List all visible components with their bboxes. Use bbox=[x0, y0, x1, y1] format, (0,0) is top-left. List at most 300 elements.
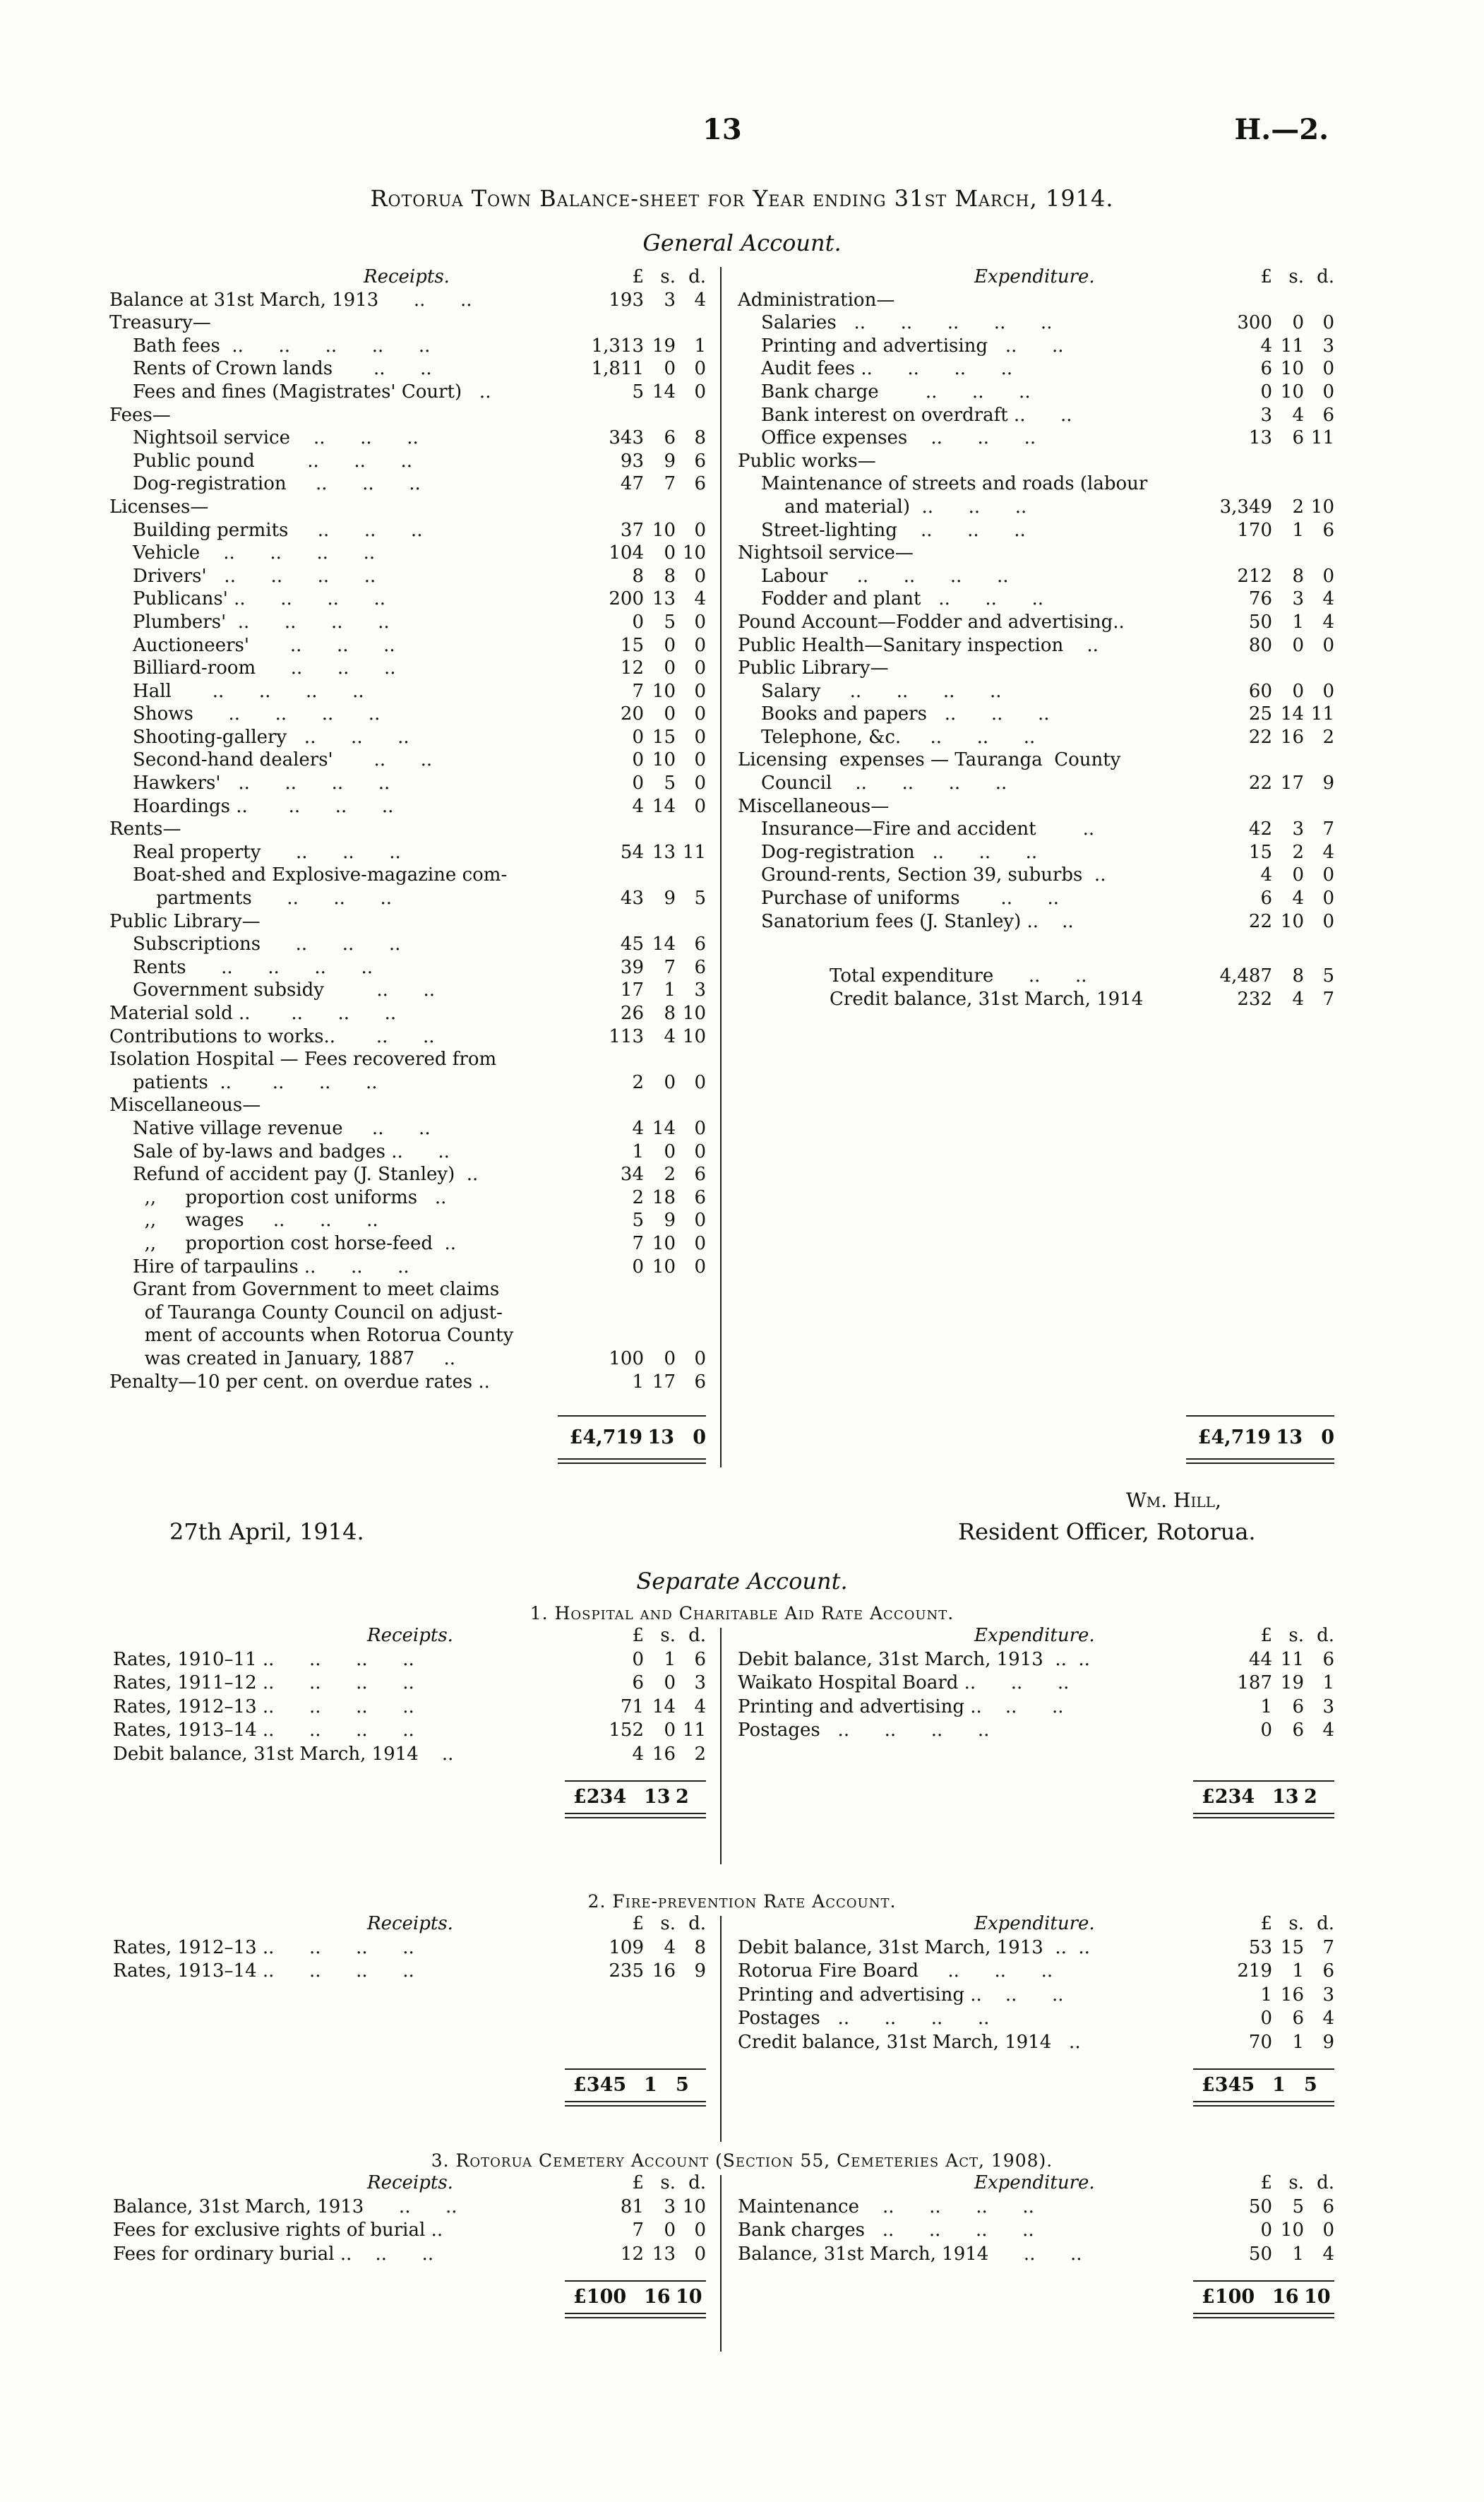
pence-value: 0 bbox=[1322, 381, 1334, 403]
line-label: Hawkers' .. .. .. .. bbox=[109, 773, 390, 794]
pounds-value: 71 bbox=[620, 1696, 644, 1717]
line-amount bbox=[587, 1696, 706, 1720]
receipts-header: Receipts. bbox=[367, 1625, 453, 1646]
receipt-row bbox=[109, 933, 706, 956]
pounds-value: 4 bbox=[1260, 335, 1272, 357]
shillings-value: 3 bbox=[664, 289, 676, 311]
shillings-value: 0 bbox=[664, 1720, 676, 1741]
shillings-value: 16 bbox=[1280, 726, 1304, 748]
line-amount bbox=[587, 634, 706, 657]
pence-value: 3 bbox=[1322, 1984, 1334, 2006]
receipt-row bbox=[109, 657, 706, 680]
pence-value: 6 bbox=[1322, 519, 1334, 541]
total-double-rule bbox=[565, 2101, 706, 2107]
shillings-header: s. bbox=[660, 1913, 676, 1934]
line-amount bbox=[1216, 818, 1334, 841]
line-amount bbox=[1216, 887, 1334, 910]
receipt-row bbox=[109, 634, 706, 657]
shillings-value: 10 bbox=[652, 1232, 676, 1254]
pounds-value: 45 bbox=[620, 934, 644, 955]
line-label: Public Library— bbox=[109, 910, 261, 932]
pounds-value: 152 bbox=[609, 1720, 644, 1741]
shillings-header: s. bbox=[1288, 1625, 1304, 1646]
expenditure-row bbox=[738, 542, 1334, 565]
line-amount bbox=[587, 749, 706, 772]
pence-value: 4 bbox=[694, 289, 706, 311]
pounds-value: 12 bbox=[620, 657, 644, 679]
shillings-value: 2 bbox=[1292, 841, 1304, 863]
line-label: Native village revenue .. .. bbox=[109, 1117, 431, 1139]
line-label: Bath fees .. .. .. .. .. bbox=[109, 335, 431, 357]
shillings-value: 14 bbox=[652, 381, 676, 403]
pence-value: 0 bbox=[694, 1140, 706, 1162]
line-label: Printing and advertising .. .. .. bbox=[738, 1984, 1064, 2006]
line-label: Debit balance, 31st March, 1913 .. .. bbox=[738, 1648, 1090, 1670]
pence-value: 0 bbox=[694, 749, 706, 771]
pounds-value: 47 bbox=[620, 473, 644, 495]
line-amount bbox=[587, 795, 706, 818]
receipt-row bbox=[109, 1301, 706, 1325]
receipt-row bbox=[113, 2196, 706, 2220]
total-double-rule bbox=[1193, 2313, 1334, 2318]
line-label: Sanatorium fees (J. Stanley) .. .. bbox=[738, 910, 1074, 932]
line-amount bbox=[1216, 588, 1334, 611]
spacer bbox=[738, 1743, 1334, 1781]
cemetery-expenditure bbox=[738, 2172, 1334, 2318]
line-label: Bank charge .. .. .. bbox=[738, 381, 1031, 403]
line-label: ,, proportion cost uniforms .. bbox=[109, 1186, 447, 1208]
shillings-value: 0 bbox=[1292, 864, 1304, 886]
line-amount bbox=[587, 1371, 706, 1394]
line-amount bbox=[587, 1117, 706, 1140]
total-double-rule bbox=[1193, 1813, 1334, 1818]
expenditure-row bbox=[738, 818, 1334, 841]
pence-value: 3 bbox=[694, 979, 706, 1001]
shillings-header: s. bbox=[1288, 2172, 1304, 2193]
pence-value: 2 bbox=[694, 1743, 706, 1765]
pence-value: 4 bbox=[694, 588, 706, 610]
line-label: patients .. .. .. .. bbox=[109, 1071, 378, 1093]
line-amount bbox=[587, 657, 706, 680]
line-amount bbox=[587, 472, 706, 496]
shillings-value: 6 bbox=[1292, 1696, 1304, 1717]
line-label: Auctioneers' .. .. .. bbox=[109, 634, 395, 656]
pence-value: 0 bbox=[1322, 864, 1334, 886]
pounds-value: 0 bbox=[632, 726, 644, 748]
pence-value: 0 bbox=[694, 1117, 706, 1139]
line-label: Maintenance of streets and roads (labour bbox=[738, 473, 1148, 495]
line-amount bbox=[587, 933, 706, 956]
line-amount bbox=[587, 542, 706, 565]
receipt-row bbox=[113, 1672, 706, 1696]
pounds-value: 50 bbox=[1248, 2196, 1272, 2217]
expenditure-header: Expenditure. bbox=[974, 1913, 1095, 1934]
line-label: Licenses— bbox=[109, 496, 209, 518]
pounds-value: 113 bbox=[609, 1025, 644, 1047]
line-label: Public Library— bbox=[738, 657, 889, 679]
line-label: Public pound .. .. .. bbox=[109, 450, 412, 472]
line-amount bbox=[587, 1071, 706, 1095]
line-label: Treasury— bbox=[109, 312, 211, 334]
shillings-value: 15 bbox=[1280, 1936, 1304, 1958]
pounds-value: 1,313 bbox=[591, 335, 644, 357]
report-reference: H.—2. bbox=[1234, 113, 1329, 146]
receipts-header-row bbox=[113, 1912, 706, 1936]
pence-value: 3 bbox=[694, 1672, 706, 1693]
receipt-row bbox=[109, 1278, 706, 1301]
pence-total: 10 bbox=[676, 2286, 702, 2308]
receipt-row bbox=[109, 1025, 706, 1049]
pounds-value: 0 bbox=[632, 773, 644, 794]
general-account-heading: General Account. bbox=[642, 230, 842, 256]
pence-value: 0 bbox=[694, 1210, 706, 1232]
spacer bbox=[113, 1766, 706, 1780]
line-label: Council .. .. .. .. bbox=[738, 773, 1007, 794]
page-number: 13 bbox=[702, 113, 742, 146]
pence-value: 0 bbox=[1322, 565, 1334, 587]
pounds-value: 4 bbox=[632, 1117, 644, 1139]
line-amount bbox=[1216, 496, 1334, 519]
pounds-value: 15 bbox=[1248, 841, 1272, 863]
pounds-value: 0 bbox=[1260, 2220, 1272, 2241]
line-amount bbox=[1216, 965, 1334, 988]
pounds-header: £ bbox=[1260, 1913, 1272, 1934]
receipt-row bbox=[109, 357, 706, 381]
pence-value: 0 bbox=[1322, 680, 1334, 702]
line-amount bbox=[1216, 519, 1334, 542]
pounds-header: £ bbox=[1260, 2172, 1272, 2193]
fire-expenditure bbox=[738, 1912, 1334, 2107]
line-label: partments .. .. .. bbox=[109, 888, 393, 910]
pence-value: 11 bbox=[1310, 427, 1334, 449]
shillings-value: 9 bbox=[664, 1210, 676, 1232]
shillings-value: 0 bbox=[664, 703, 676, 725]
receipt-row bbox=[109, 1256, 706, 1279]
pence-value: 4 bbox=[1322, 2008, 1334, 2029]
pounds-value: 43 bbox=[620, 888, 644, 910]
receipt-row bbox=[109, 795, 706, 818]
pounds-value: 0 bbox=[632, 1648, 644, 1670]
pounds-value: 50 bbox=[1248, 2243, 1272, 2265]
shillings-value: 8 bbox=[664, 1003, 676, 1024]
receipts-total bbox=[113, 2282, 706, 2313]
shillings-value: 4 bbox=[664, 1936, 676, 1958]
receipt-row bbox=[109, 956, 706, 979]
line-label: Bank charges .. .. .. .. bbox=[738, 2220, 1034, 2241]
line-amount bbox=[1216, 841, 1334, 864]
pounds-value: 8 bbox=[632, 565, 644, 587]
shillings-value: 13 bbox=[652, 2243, 676, 2265]
line-amount bbox=[587, 357, 706, 381]
shillings-value: 17 bbox=[1280, 773, 1304, 794]
line-label: Bank interest on overdraft .. .. bbox=[738, 404, 1072, 426]
receipt-row bbox=[109, 1324, 706, 1347]
pounds-value: 4,487 bbox=[1219, 965, 1272, 987]
line-label: Balance at 31st March, 1913 .. .. bbox=[109, 289, 472, 311]
line-label: Subscriptions .. .. .. bbox=[109, 934, 401, 955]
pounds-value: 76 bbox=[1248, 588, 1272, 610]
shillings-value: 4 bbox=[1292, 404, 1304, 426]
line-amount bbox=[587, 2196, 706, 2220]
line-label: Printing and advertising .. .. .. bbox=[738, 1696, 1064, 1717]
line-label: Rents of Crown lands .. .. bbox=[109, 358, 432, 380]
line-amount bbox=[1216, 611, 1334, 634]
expenditure-header: Expenditure. bbox=[974, 2172, 1095, 2193]
pounds-header: £ bbox=[1260, 266, 1272, 287]
line-label: Billiard-room .. .. .. bbox=[109, 657, 396, 679]
shillings-header: s. bbox=[660, 266, 676, 287]
line-label: Nightsoil service— bbox=[738, 542, 914, 564]
signatory-title: Resident Officer, Rotorua. bbox=[958, 1518, 1256, 1545]
line-label: Isolation Hospital — Fees recovered from bbox=[109, 1049, 497, 1071]
line-label: Dog-registration .. .. .. bbox=[738, 841, 1038, 863]
pounds-value: 187 bbox=[1237, 1672, 1272, 1693]
shillings-value: 9 bbox=[664, 450, 676, 472]
expenditure-row bbox=[738, 910, 1334, 934]
pounds-value: 0 bbox=[1260, 381, 1272, 403]
report-date: 27th April, 1914. bbox=[169, 1518, 364, 1545]
line-label: Nightsoil service .. .. .. bbox=[109, 427, 419, 449]
line-label: Telephone, &c. .. .. .. bbox=[738, 726, 1036, 748]
pence-value: 8 bbox=[694, 1936, 706, 1958]
pounds-value: 0 bbox=[1260, 1720, 1272, 1741]
line-amount bbox=[587, 1186, 706, 1210]
expenditure-row bbox=[738, 335, 1334, 358]
shillings-value: 8 bbox=[1292, 965, 1304, 987]
pence-value: 2 bbox=[1322, 726, 1334, 748]
expenditure-row bbox=[738, 2031, 1334, 2055]
pounds-value: 15 bbox=[620, 634, 644, 656]
shillings-value: 6 bbox=[1292, 2008, 1304, 2029]
pounds-total: £234 bbox=[573, 1786, 627, 1808]
line-amount bbox=[587, 611, 706, 634]
line-amount bbox=[1216, 427, 1334, 450]
shillings-value: 0 bbox=[664, 1071, 676, 1093]
receipts-total bbox=[113, 1782, 706, 1813]
pounds-value: 93 bbox=[620, 450, 644, 472]
line-label: Total expenditure .. .. bbox=[830, 965, 1087, 987]
receipt-row bbox=[113, 1648, 706, 1672]
expenditure-row bbox=[738, 657, 1334, 680]
pence-value: 0 bbox=[694, 657, 706, 679]
pence-value: 10 bbox=[682, 1025, 706, 1047]
pence-value: 11 bbox=[1310, 703, 1334, 725]
line-label: Insurance—Fire and accident .. bbox=[738, 818, 1095, 840]
line-amount bbox=[587, 1025, 706, 1049]
receipt-row bbox=[109, 726, 706, 749]
shillings-value: 13 bbox=[652, 588, 676, 610]
receipts-header: Receipts. bbox=[367, 1913, 453, 1934]
expenditure-header: Expenditure. bbox=[974, 266, 1095, 287]
shillings-value: 17 bbox=[652, 1371, 676, 1393]
shillings-value: 6 bbox=[1292, 427, 1304, 449]
line-label: Office expenses .. .. .. bbox=[738, 427, 1036, 449]
shillings-value: 3 bbox=[1292, 818, 1304, 840]
line-label: Debit balance, 31st March, 1914 .. bbox=[113, 1743, 454, 1765]
receipt-row bbox=[109, 427, 706, 450]
pounds-value: 1,811 bbox=[591, 358, 644, 380]
pence-value: 3 bbox=[1322, 1696, 1334, 1717]
line-label: ,, wages .. .. .. bbox=[109, 1210, 378, 1232]
expenditure-header-row bbox=[738, 1624, 1334, 1648]
shillings-value: 19 bbox=[1280, 1672, 1304, 1693]
line-label: Waikato Hospital Board .. .. .. bbox=[738, 1672, 1070, 1693]
pence-value: 0 bbox=[694, 519, 706, 541]
pounds-value: 26 bbox=[620, 1003, 644, 1024]
pounds-value: 1 bbox=[1260, 1984, 1272, 2006]
hospital-receipts bbox=[113, 1624, 706, 1818]
receipt-row bbox=[109, 1371, 706, 1394]
line-label: Rates, 1912–13 .. .. .. .. bbox=[113, 1696, 414, 1717]
pounds-value: 37 bbox=[620, 519, 644, 541]
line-amount bbox=[1216, 311, 1334, 335]
pence-value: 5 bbox=[694, 888, 706, 910]
line-amount bbox=[1216, 2007, 1334, 2031]
pence-value: 3 bbox=[1322, 335, 1334, 357]
shillings-value: 5 bbox=[664, 773, 676, 794]
line-label: Rates, 1913–14 .. .. .. .. bbox=[113, 1720, 414, 1741]
shillings-value: 2 bbox=[664, 1164, 676, 1186]
pence-value: 0 bbox=[1322, 888, 1334, 910]
shillings-value: 10 bbox=[652, 519, 676, 541]
line-amount bbox=[1216, 1648, 1334, 1672]
pounds-value: 53 bbox=[1248, 1936, 1272, 1958]
expenditure-row bbox=[738, 450, 1334, 473]
expenditure-summary-row bbox=[738, 965, 1334, 988]
pence-value: 7 bbox=[1322, 818, 1334, 840]
expenditure-row bbox=[738, 703, 1334, 726]
expenditure-row bbox=[738, 634, 1334, 657]
expenditure-row bbox=[738, 1672, 1334, 1696]
pounds-value: 42 bbox=[1248, 818, 1272, 840]
shillings-header: s. bbox=[1288, 266, 1304, 287]
shillings-value: 11 bbox=[1280, 1648, 1304, 1670]
expenditure-header-row bbox=[738, 266, 1334, 289]
pence-value: 6 bbox=[694, 473, 706, 495]
line-label: Rates, 1910–11 .. .. .. .. bbox=[113, 1648, 414, 1670]
pence-total: 2 bbox=[1304, 1786, 1317, 1808]
shillings-value: 5 bbox=[664, 611, 676, 633]
expenditure-row bbox=[738, 519, 1334, 542]
shillings-total: 16 bbox=[1272, 2286, 1299, 2308]
expenditure-row bbox=[738, 2007, 1334, 2031]
receipts-header-row bbox=[113, 2172, 706, 2196]
receipt-row bbox=[109, 680, 706, 703]
shillings-value: 3 bbox=[664, 2196, 676, 2217]
receipts-header: Receipts. bbox=[364, 266, 450, 287]
receipts-header-row bbox=[109, 266, 706, 289]
line-amount bbox=[587, 1163, 706, 1186]
line-label: Vehicle .. .. .. .. bbox=[109, 542, 376, 564]
shillings-value: 1 bbox=[664, 1648, 676, 1670]
shillings-value: 0 bbox=[664, 657, 676, 679]
pounds-value: 232 bbox=[1237, 988, 1272, 1010]
pounds-value: 70 bbox=[1248, 2031, 1272, 2053]
expenditure-row bbox=[738, 864, 1334, 887]
pounds-value: 1 bbox=[1260, 1696, 1272, 1717]
pounds-value: 3,349 bbox=[1219, 496, 1272, 518]
pence-value: 0 bbox=[694, 1256, 706, 1277]
pounds-value: 2 bbox=[632, 1071, 644, 1093]
shillings-value: 1 bbox=[1292, 2031, 1304, 2053]
fire-receipts bbox=[113, 1912, 706, 2107]
pounds-total: £100 bbox=[1202, 2286, 1255, 2308]
fire-account-title: 2. Fire-prevention Rate Account. bbox=[587, 1891, 897, 1912]
line-label: Labour .. .. .. .. bbox=[738, 565, 1009, 587]
line-amount bbox=[1216, 988, 1334, 1011]
expenditure-total bbox=[738, 1782, 1334, 1813]
line-amount bbox=[1216, 726, 1334, 749]
pounds-value: 34 bbox=[620, 1164, 644, 1186]
receipt-row bbox=[109, 1117, 706, 1140]
shillings-value: 8 bbox=[664, 565, 676, 587]
pounds-value: 12 bbox=[620, 2243, 644, 2265]
expenditure-row bbox=[738, 2243, 1334, 2267]
pence-total: 2 bbox=[676, 1786, 689, 1808]
shillings-value: 14 bbox=[652, 1117, 676, 1139]
pounds-value: 6 bbox=[1260, 888, 1272, 910]
line-label: Fees and fines (Magistrates' Court) .. bbox=[109, 381, 491, 403]
pence-value: 6 bbox=[694, 1186, 706, 1208]
pence-header: d. bbox=[1317, 266, 1334, 287]
pounds-total: £345 bbox=[573, 2074, 627, 2096]
receipt-row bbox=[109, 335, 706, 358]
shillings-value: 11 bbox=[1280, 335, 1304, 357]
line-label: Shooting-gallery .. .. .. bbox=[109, 726, 409, 748]
expenditure-row bbox=[738, 588, 1334, 611]
signatory-name: Wm. Hill, bbox=[1126, 1489, 1221, 1512]
pounds-value: 104 bbox=[609, 542, 644, 564]
pence-value: 4 bbox=[694, 1696, 706, 1717]
receipt-row bbox=[109, 979, 706, 1002]
shillings-value: 14 bbox=[652, 795, 676, 817]
line-label: Second-hand dealers' .. .. bbox=[109, 749, 433, 771]
pounds-value: 0 bbox=[1260, 2008, 1272, 2029]
shillings-header: s. bbox=[660, 2172, 676, 2193]
expenditure-total bbox=[738, 2070, 1334, 2101]
line-amount bbox=[1216, 1719, 1334, 1743]
line-amount bbox=[587, 2243, 706, 2267]
line-label: Rotorua Fire Board .. .. .. bbox=[738, 1960, 1053, 1982]
line-amount bbox=[587, 1140, 706, 1164]
pounds-value: 170 bbox=[1237, 519, 1272, 541]
pounds-value: 193 bbox=[609, 289, 644, 311]
shillings-header: s. bbox=[660, 1625, 676, 1646]
shillings-value: 3 bbox=[1292, 588, 1304, 610]
line-amount bbox=[1216, 703, 1334, 726]
line-label: and material) .. .. .. bbox=[738, 496, 1027, 518]
line-amount bbox=[587, 1347, 706, 1371]
pence-value: 9 bbox=[694, 1960, 706, 1982]
receipt-row bbox=[109, 910, 706, 934]
line-label: Fees for ordinary burial .. .. .. bbox=[113, 2243, 434, 2265]
expenditure-row bbox=[738, 1719, 1334, 1743]
pence-value: 0 bbox=[694, 2243, 706, 2265]
expenditure-row bbox=[738, 357, 1334, 381]
shillings-value: 0 bbox=[664, 1347, 676, 1369]
line-amount bbox=[1216, 864, 1334, 887]
receipt-row bbox=[109, 611, 706, 634]
expenditure-row bbox=[738, 472, 1334, 496]
line-label: Dog-registration .. .. .. bbox=[109, 473, 421, 495]
pence-value: 10 bbox=[682, 1003, 706, 1024]
pence-header: d. bbox=[1317, 1625, 1334, 1646]
line-label: Hall .. .. .. .. bbox=[109, 680, 364, 702]
column-divider bbox=[720, 1628, 722, 1864]
line-amount bbox=[587, 427, 706, 450]
line-amount bbox=[587, 1648, 706, 1672]
line-amount bbox=[1216, 910, 1334, 934]
